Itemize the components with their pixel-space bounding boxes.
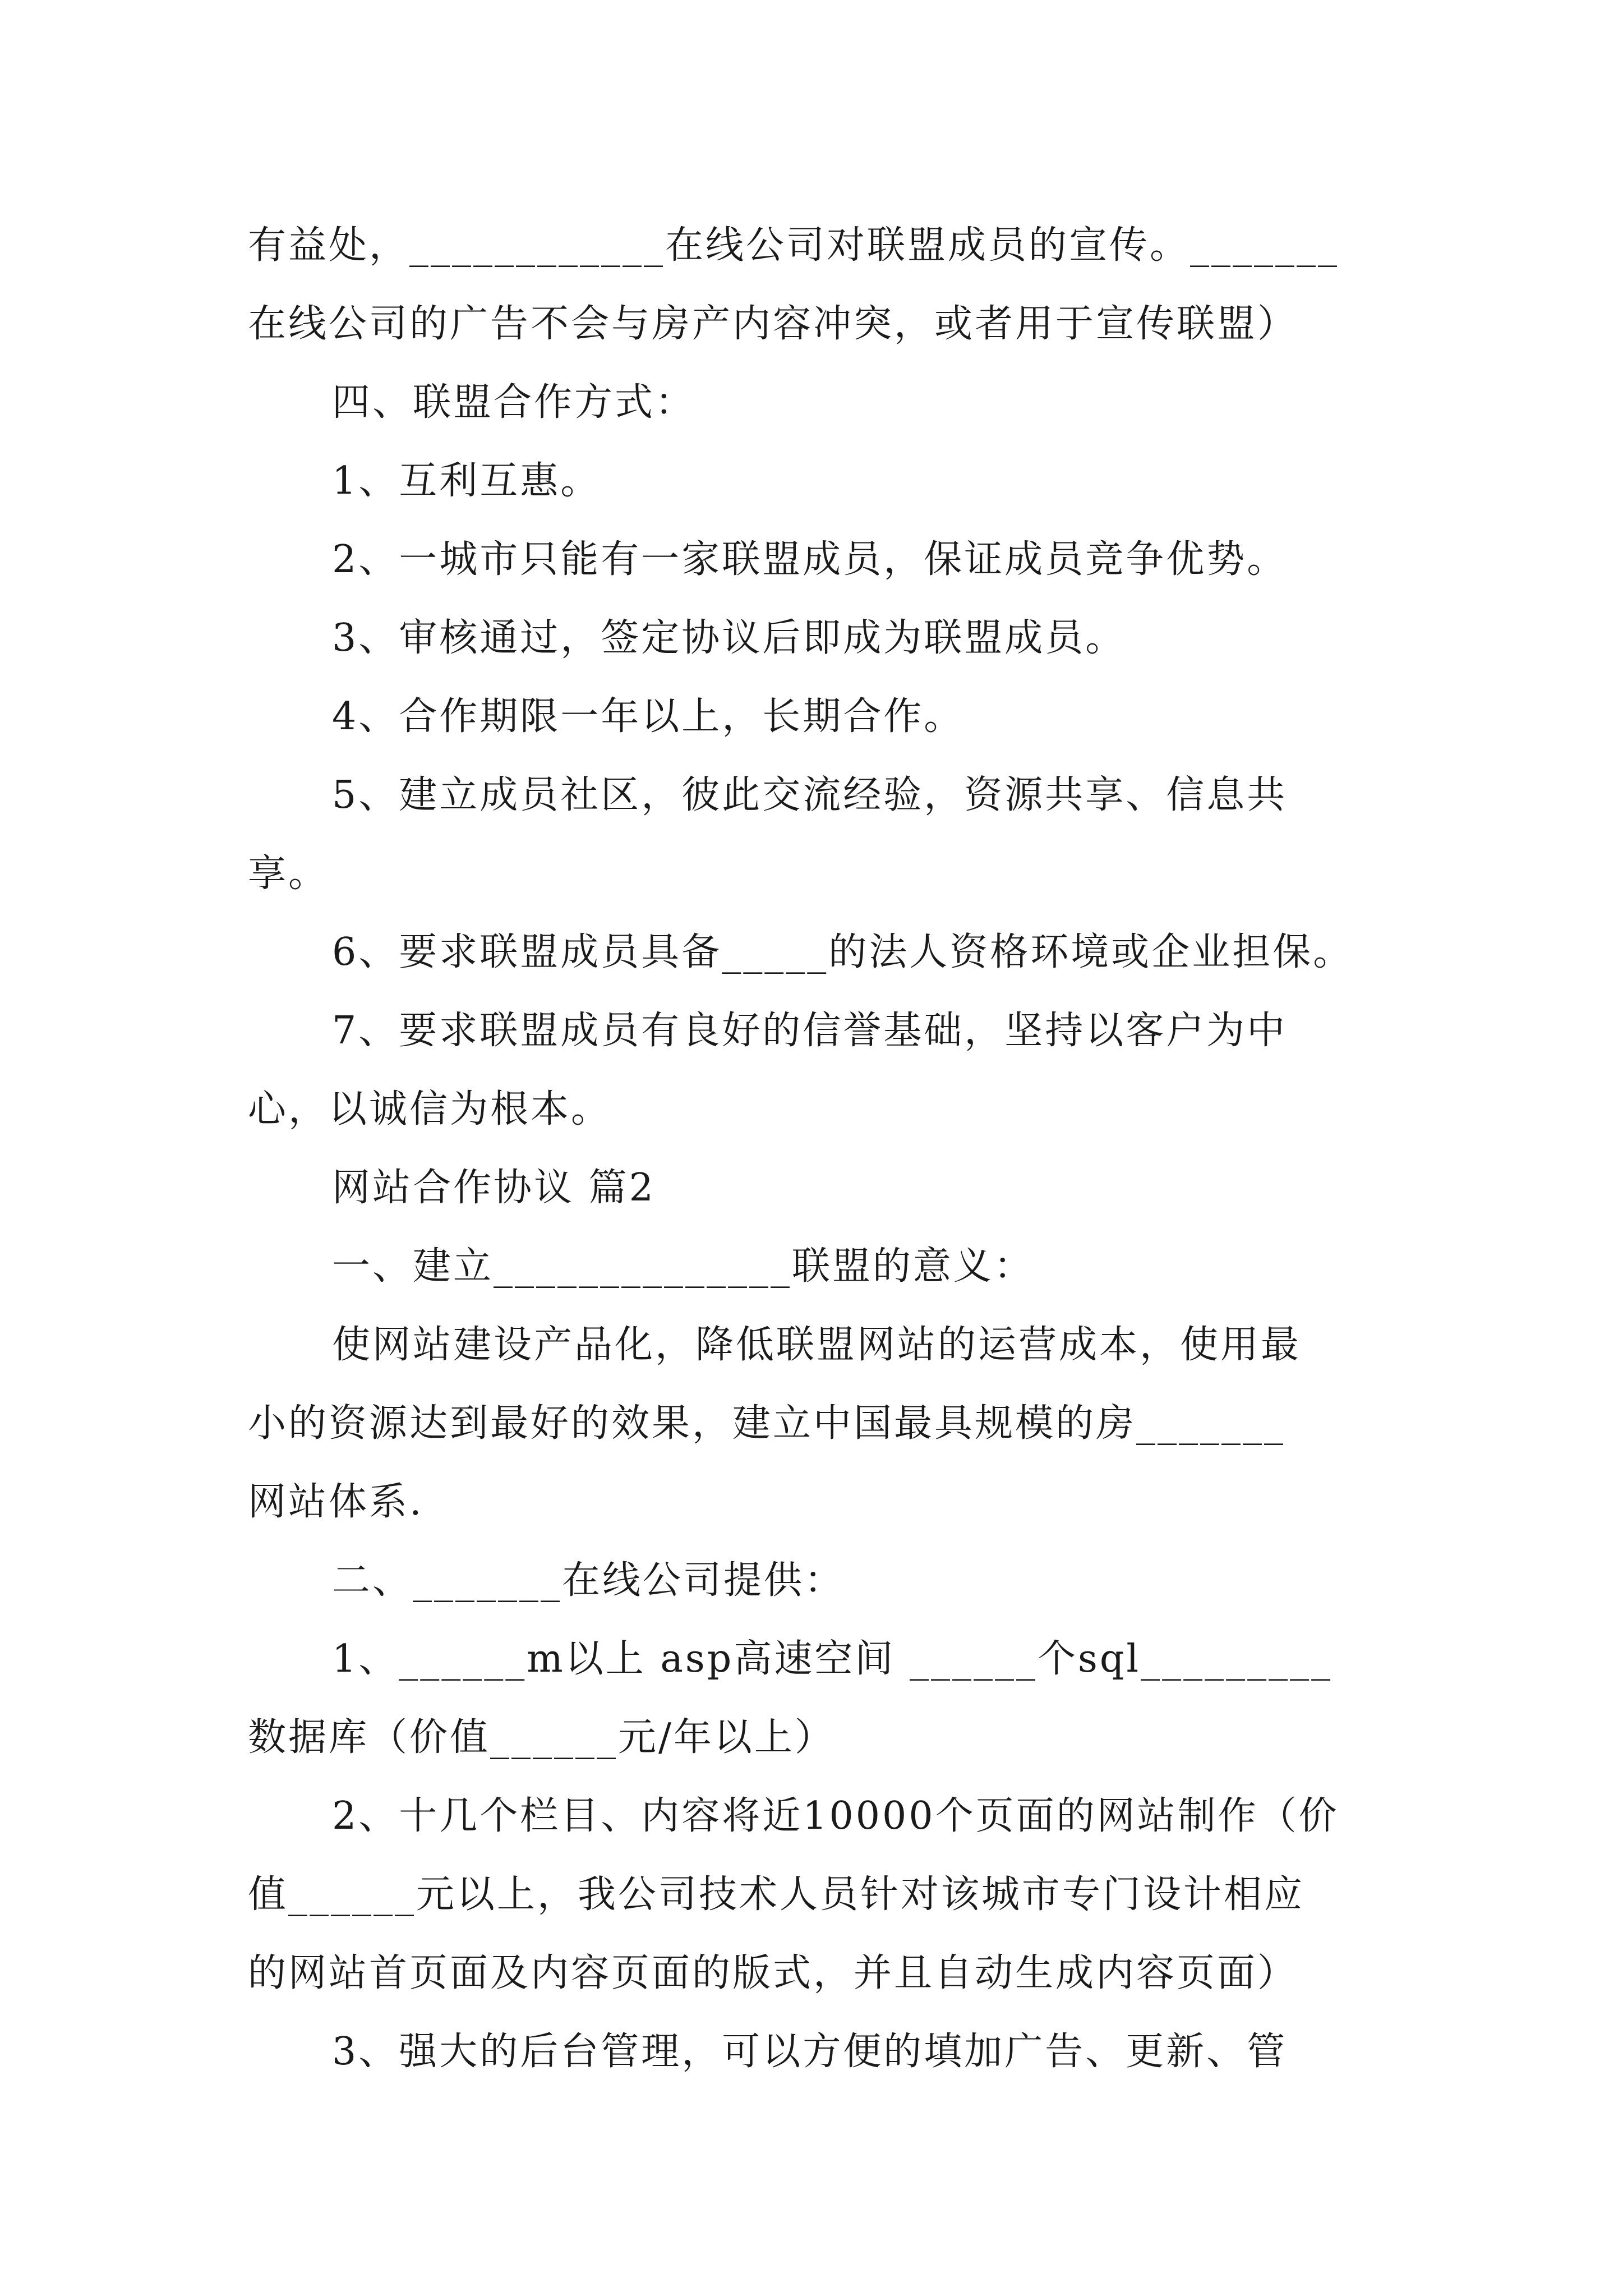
text-line: 有益处，____________在线公司对联盟成员的宣传。_______ (248, 223, 1340, 268)
section-title: 网站合作协议 篇2 (332, 1166, 656, 1210)
text-line: 小的资源达到最好的效果，建立中国最具规模的房_______ (248, 1401, 1286, 1446)
list-item: 1、______m以上 asp高速空间 ______个sql_________ (332, 1637, 1333, 1681)
text-line: 值______元以上，我公司技术人员针对该城市专门设计相应 (248, 1872, 1305, 1917)
list-item: 2、一城市只能有一家联盟成员，保证成员竞争优势。 (332, 537, 1288, 582)
list-item: 3、强大的后台管理，可以方便的填加广告、更新、管 (332, 2030, 1288, 2074)
text-line: 数据库（价值______元/年以上） (248, 1715, 835, 1760)
list-item: 6、要求联盟成员具备_____的法人资格环境或企业担保。 (332, 930, 1354, 974)
list-item: 4、合作期限一年以上，长期合作。 (332, 694, 965, 739)
section-heading: 一、建立______________联盟的意义： (332, 1244, 1035, 1289)
text-line: 享。 (248, 852, 329, 896)
text-line: 心，以诚信为根本。 (248, 1087, 612, 1131)
list-item: 3、审核通过，签定协议后即成为联盟成员。 (332, 616, 1126, 660)
text-line: 在线公司的广告不会与房产内容冲突，或者用于宣传联盟） (248, 302, 1298, 346)
list-item: 5、建立成员社区，彼此交流经验，资源共享、信息共 (332, 773, 1288, 817)
section-heading: 四、联盟合作方式： (332, 380, 696, 425)
paragraph-line: 使网站建设产品化，降低联盟网站的运营成本，使用最 (332, 1323, 1302, 1367)
list-item: 2、十几个栏目、内容将近10000个页面的网站制作（价 (332, 1794, 1339, 1838)
list-item: 1、互利互惠。 (332, 459, 601, 503)
section-heading: 二、_______在线公司提供： (332, 1558, 845, 1603)
list-item: 7、要求联盟成员有良好的信誉基础，坚持以客户为中 (332, 1009, 1288, 1053)
text-line: 的网站首页面及内容页面的版式，并且自动生成内容页面） (248, 1951, 1298, 1995)
text-line: 网站体系. (248, 1480, 424, 1524)
